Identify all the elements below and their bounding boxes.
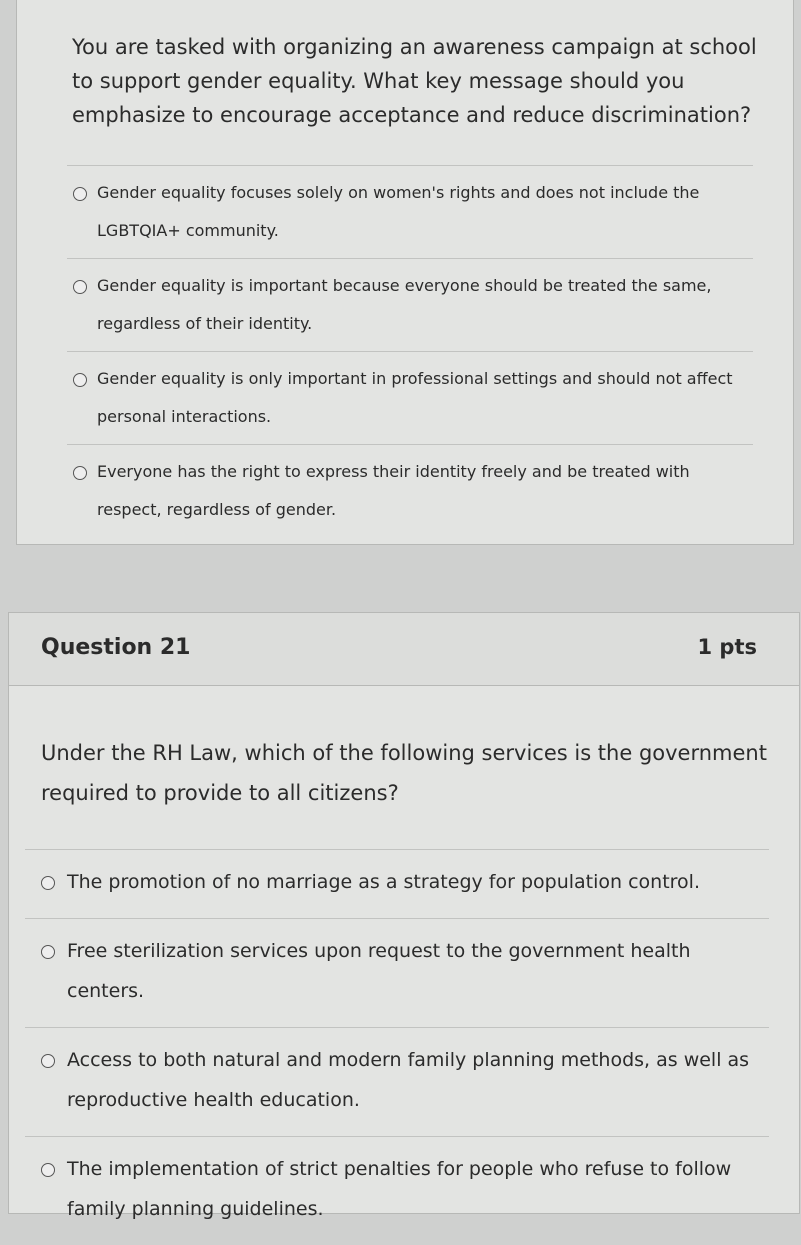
answer-option[interactable] <box>67 165 753 258</box>
option-label: Everyone has the right to express their identity freely and be treated with respect, regardless of gender. <box>97 462 690 519</box>
option-label: Gender equality focuses solely on women's rights and does not include the LGBTQIA+ community. <box>97 183 700 240</box>
previous-question-card <box>16 0 794 545</box>
answer-option[interactable] <box>25 1136 769 1245</box>
option-label: The promotion of no marriage as a strategy for population control. <box>67 871 700 893</box>
question-header <box>9 613 799 686</box>
answer-option[interactable] <box>67 444 753 537</box>
answer-options <box>25 849 769 1245</box>
question-prompt: Under the RH Law, which of the following services is the government required to provide to all citizens? <box>41 741 767 805</box>
radio-button[interactable] <box>41 945 55 959</box>
question-21-card <box>8 612 800 1220</box>
option-label: Gender equality is only important in professional settings and should not affect personal interactions. <box>97 369 733 426</box>
option-label: The implementation of strict penalties for people who refuse to follow family planning guidelines. <box>67 1158 732 1220</box>
answer-option[interactable] <box>25 1027 769 1136</box>
radio-button[interactable] <box>41 876 55 890</box>
option-label: Free sterilization services upon request to the government health centers. <box>67 940 691 1002</box>
question-title: Question 21 <box>41 635 191 660</box>
answer-options <box>67 165 753 537</box>
answer-option[interactable] <box>67 258 753 351</box>
option-label: Gender equality is important because everyone should be treated the same, regardless of their identity. <box>97 276 712 333</box>
radio-button[interactable] <box>73 466 87 480</box>
option-label: Access to both natural and modern family planning methods, as well as reproductive health education. <box>67 1049 750 1111</box>
answer-option[interactable] <box>25 849 769 918</box>
radio-button[interactable] <box>41 1054 55 1068</box>
question-prompt: You are tasked with organizing an awareness campaign at school to support gender equality. What key message should you emphasize to encourage acceptance and reduce discrimination? <box>72 35 757 127</box>
radio-button[interactable] <box>41 1163 55 1177</box>
radio-button[interactable] <box>73 373 87 387</box>
answer-option[interactable] <box>67 351 753 444</box>
question-points: 1 pts <box>697 635 757 659</box>
radio-button[interactable] <box>73 280 87 294</box>
radio-button[interactable] <box>73 187 87 201</box>
answer-option[interactable] <box>25 918 769 1027</box>
